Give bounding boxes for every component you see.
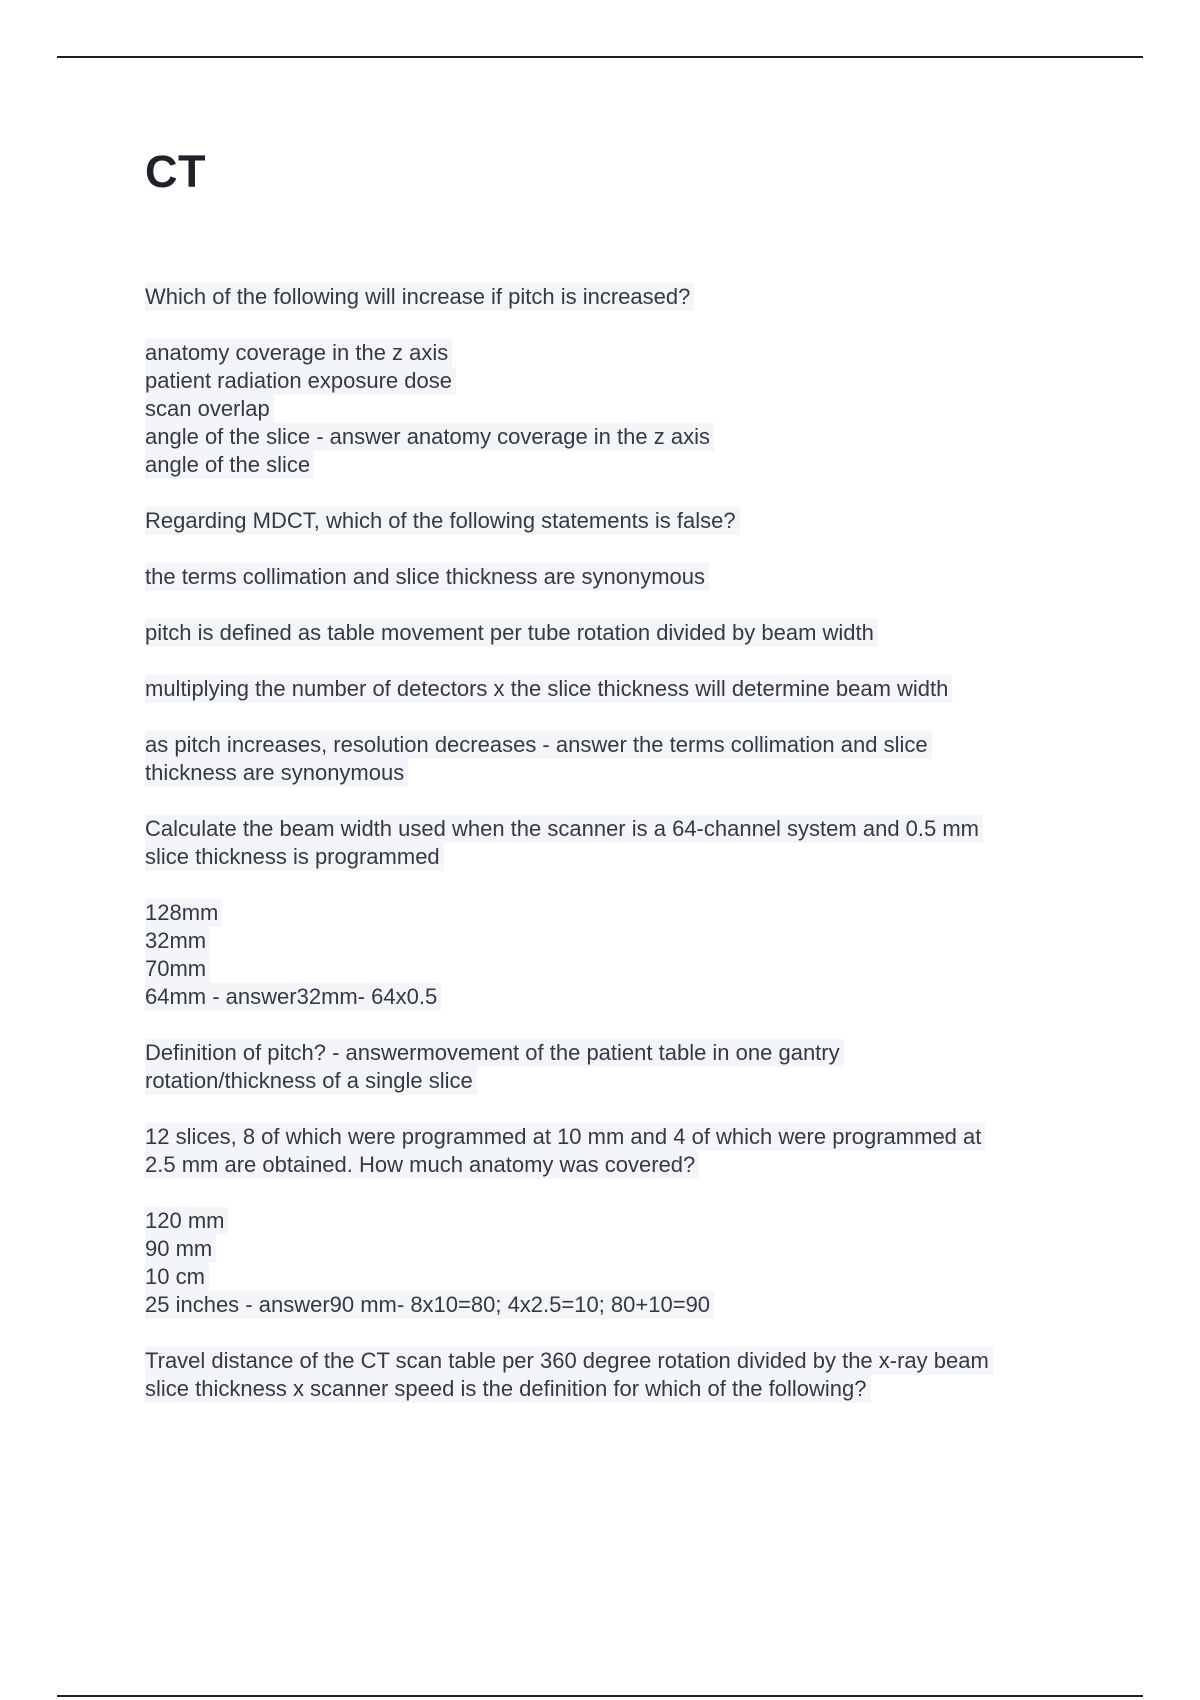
- text-line: anatomy coverage in the z axis: [145, 339, 452, 367]
- text-line: 2.5 mm are obtained. How much anatomy was covered?: [145, 1151, 699, 1179]
- text-line: angle of the slice - answer anatomy coverage in the z axis: [145, 423, 714, 451]
- text-block: [145, 815, 1085, 871]
- text-block: [145, 1347, 1085, 1403]
- text-line: Calculate the beam width used when the scanner is a 64-channel system and 0.5 mm: [145, 815, 983, 843]
- text-block: [145, 1123, 1085, 1179]
- text-line: Travel distance of the CT scan table per 360 degree rotation divided by the x-ray beam: [145, 1347, 993, 1375]
- text-block: [145, 339, 1085, 479]
- text-line: Which of the following will increase if pitch is increased?: [145, 283, 694, 311]
- text-line: 64mm - answer32mm- 64x0.5: [145, 983, 441, 1011]
- text-line: slice thickness x scanner speed is the definition for which of the following?: [145, 1375, 871, 1403]
- text-block: [145, 1039, 1085, 1095]
- text-line: angle of the slice: [145, 451, 314, 479]
- text-block: [145, 675, 1085, 703]
- text-line: scan overlap: [145, 395, 274, 423]
- text-line: rotation/thickness of a single slice: [145, 1067, 477, 1095]
- text-line: the terms collimation and slice thickness are synonymous: [145, 563, 709, 591]
- text-line: 32mm: [145, 927, 210, 955]
- document-title: CT: [145, 146, 206, 197]
- text-block: [145, 283, 1085, 311]
- text-line: thickness are synonymous: [145, 759, 408, 787]
- text-line: Definition of pitch? - answermovement of the patient table in one gantry: [145, 1039, 844, 1067]
- text-block: [145, 899, 1085, 1011]
- text-block: [145, 619, 1085, 647]
- top-rule: [57, 56, 1143, 58]
- text-line: multiplying the number of detectors x the slice thickness will determine beam width: [145, 675, 952, 703]
- text-block: [145, 731, 1085, 787]
- text-line: 120 mm: [145, 1207, 228, 1235]
- text-line: 90 mm: [145, 1235, 216, 1263]
- text-line: patient radiation exposure dose: [145, 367, 456, 395]
- text-line: 25 inches - answer90 mm- 8x10=80; 4x2.5=10; 80+10=90: [145, 1291, 714, 1319]
- text-block: [145, 507, 1085, 535]
- text-line: Regarding MDCT, which of the following statements is false?: [145, 507, 740, 535]
- text-line: 70mm: [145, 955, 210, 983]
- question-list: [145, 283, 1085, 1431]
- text-line: 128mm: [145, 899, 222, 927]
- text-block: [145, 563, 1085, 591]
- bottom-rule: [57, 1695, 1143, 1697]
- text-line: slice thickness is programmed: [145, 843, 444, 871]
- text-line: 12 slices, 8 of which were programmed at 10 mm and 4 of which were programmed at: [145, 1123, 985, 1151]
- text-line: as pitch increases, resolution decreases - answer the terms collimation and slice: [145, 731, 932, 759]
- text-block: [145, 1207, 1085, 1319]
- text-line: pitch is defined as table movement per tube rotation divided by beam width: [145, 619, 878, 647]
- text-line: 10 cm: [145, 1263, 209, 1291]
